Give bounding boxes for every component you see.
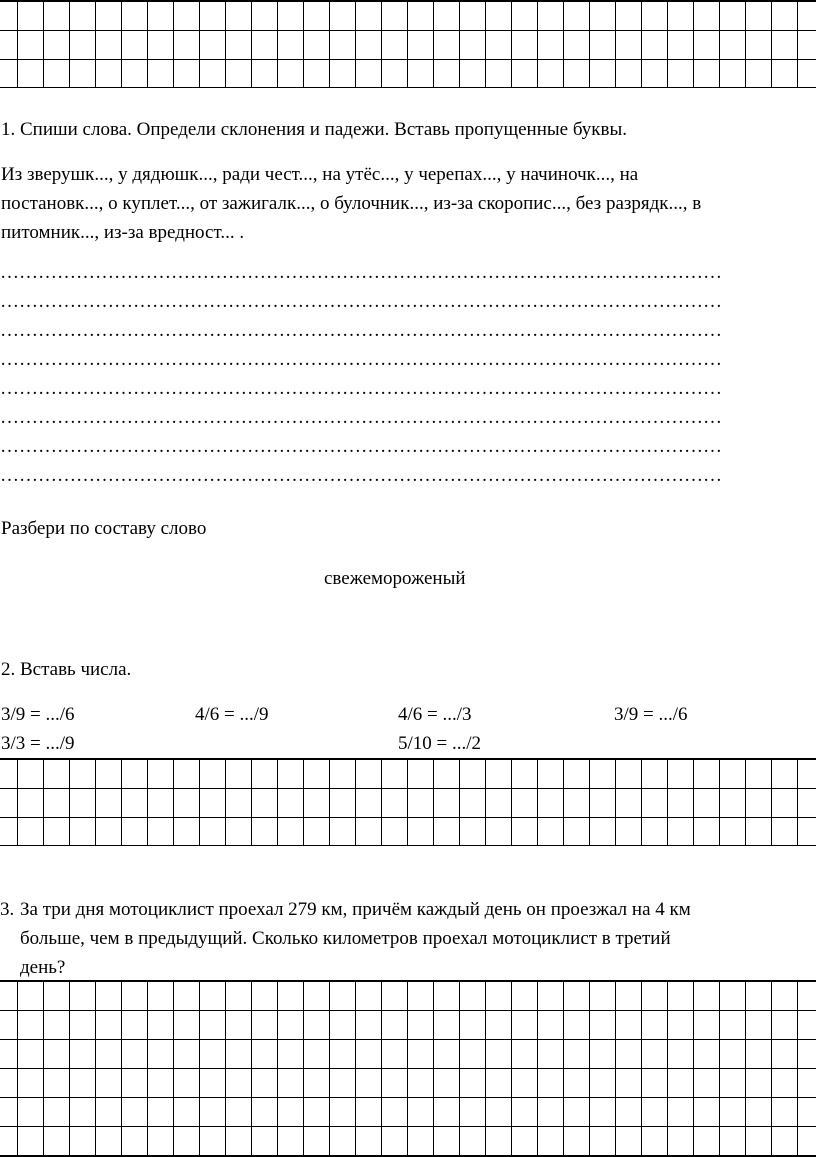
task3-line-3: день? bbox=[20, 957, 66, 978]
analysis-prompt: Разбери по составу слово bbox=[1, 518, 207, 539]
task2-heading: 2. Вставь числа. bbox=[1, 659, 132, 680]
fraction-item: 3/9 = .../6 bbox=[1, 704, 75, 725]
answer-line[interactable]: …………………………………………………………………………………………………… bbox=[0, 436, 722, 457]
task3-text bbox=[0, 895, 816, 982]
answer-line[interactable]: …………………………………………………………………………………………………… bbox=[0, 349, 722, 370]
task1-words-line-1: Из зверушк..., у дядюшк..., ради чест..., на утёс..., у черепах..., у начиночк..., на bbox=[1, 164, 639, 185]
task1-heading: 1. Спиши слова. Определи склонения и падежи. Вставь пропущенные буквы. bbox=[1, 119, 627, 140]
answer-line[interactable]: …………………………………………………………………………………………………… bbox=[0, 407, 722, 428]
fraction-item: 4/6 = .../3 bbox=[398, 704, 472, 725]
fraction-item: 4/6 = .../9 bbox=[195, 704, 269, 725]
answer-line[interactable]: …………………………………………………………………………………………………… bbox=[0, 465, 722, 486]
answer-line[interactable]: …………………………………………………………………………………………………… bbox=[0, 291, 722, 312]
task2-grid bbox=[0, 758, 816, 846]
task3-grid bbox=[0, 980, 816, 1157]
top-grid bbox=[0, 0, 816, 88]
fraction-item: 3/9 = .../6 bbox=[614, 704, 688, 725]
answer-line[interactable]: …………………………………………………………………………………………………… bbox=[0, 320, 722, 341]
task3-line-2: больше, чем в предыдущий. Сколько километров проехал мотоциклист в третий bbox=[20, 928, 671, 949]
task3-number: 3. bbox=[0, 899, 15, 920]
fraction-item: 5/10 = .../2 bbox=[398, 733, 482, 754]
task3-line-1: За три дня мотоциклист проехал 279 км, причём каждый день он проезжал на 4 км bbox=[20, 899, 691, 920]
analysis-word: свежемороженый bbox=[324, 568, 466, 589]
fraction-item: 3/3 = .../9 bbox=[1, 733, 75, 754]
task1-words-line-3: питомник..., из-за вредност... . bbox=[1, 222, 245, 243]
task1-words-line-2: постановк..., о куплет..., от зажигалк..., о булочник..., из-за скоропис..., без разрядк..., в bbox=[1, 193, 702, 214]
answer-line[interactable]: …………………………………………………………………………………………………… bbox=[0, 262, 722, 283]
answer-line[interactable]: …………………………………………………………………………………………………… bbox=[0, 378, 722, 399]
